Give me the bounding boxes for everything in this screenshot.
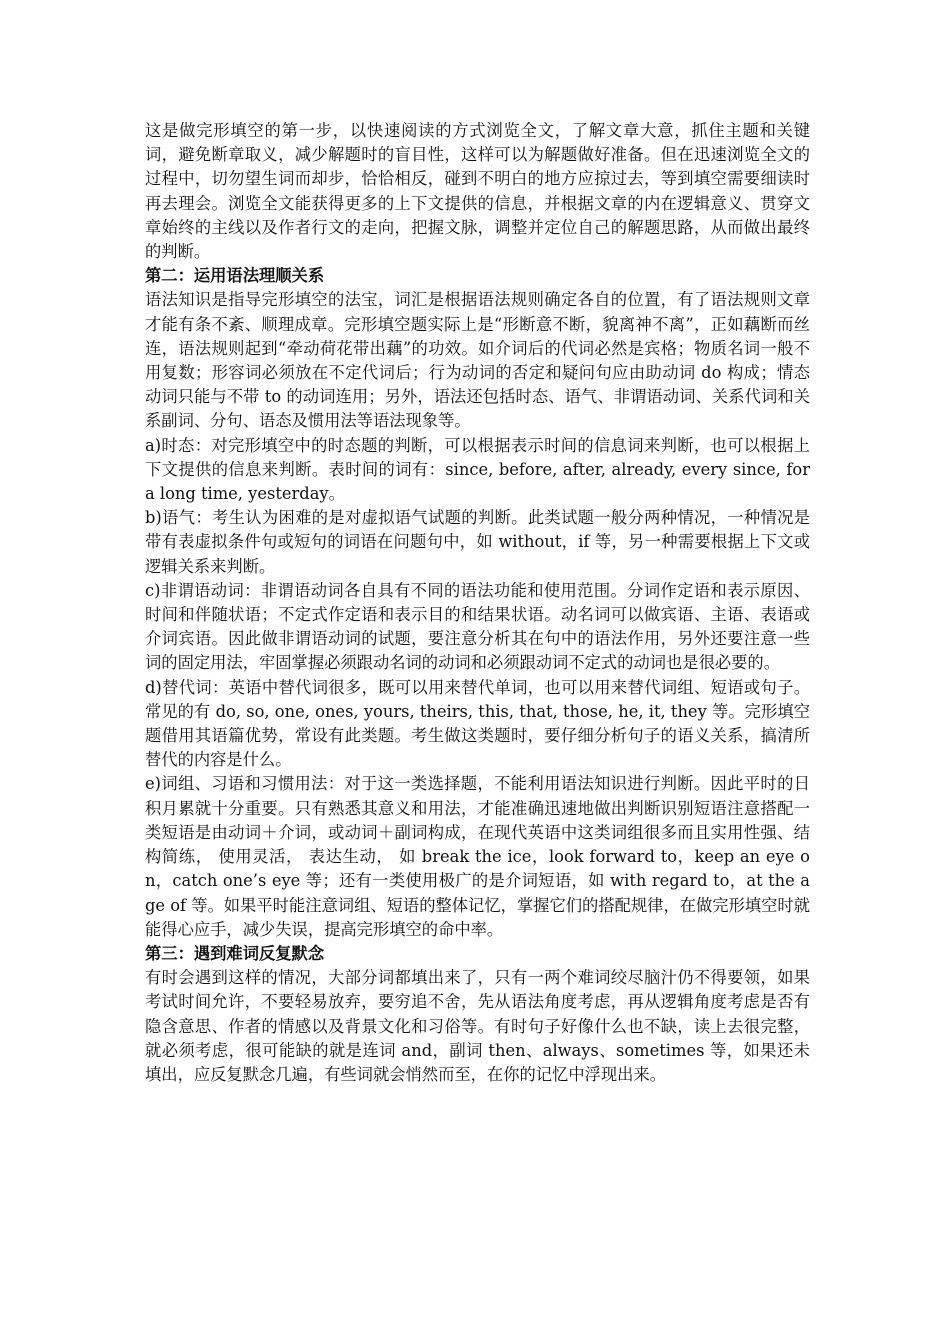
document-body [145, 119, 810, 1087]
list-item-tense: a)时态：对完形填空中的时态题的判断，可以根据表示时间的信息词来判断，也可以根据上下文提供的信息来判断。表时间的词有：since, before, after, already, every since, for a long time, yesterday。 [145, 435, 810, 504]
list-item-substitutes: d)替代词：英语中替代词很多，既可以用来替代单词，也可以用来替代词组、短语或句子。常见的有 do, so, one, ones, yours, theirs, this, that, those, he, it, they 等。完形填空题借用其语篇优势，常设有此类题。考生做这类题时，要仔细分析句子的语义关系，搞清所替代的内容是什么。 [145, 677, 810, 770]
section-heading-difficult-words: 第三：遇到难词反复默念 [145, 943, 325, 963]
list-item-mood: b)语气：考生认为困难的是对虚拟语气试题的判断。此类试题一般分两种情况，一种情况是带有表虚拟条件句或短句的词语在问题句中，如 without，if 等，另一种需要根据上下文或逻辑关系来判断。 [145, 508, 810, 576]
grammar-paragraph: 语法知识是指导完形填空的法宝，词汇是根据语法规则确定各自的位置，有了语法规则文章才能有条不紊、顺理成章。完形填空题实际上是“形断意不断，貌离神不离”，正如藕断而丝连，语法规则起到“牵动荷花带出藕”的功效。如介词后的代词必然是宾格；物质名词一般不用复数；形容词必须放在不定代词后；行为动词的否定和疑问句应由助动词 do 构成；情态动词只能与不带 to 的动词连用；另外，语法还包括时态、语气、非谓语动词、关系代词和关系副词、分句、语态及惯用法等语法现象等。 [145, 290, 810, 431]
list-item-nonfinite-verbs: c)非谓语动词：非谓语动词各自具有不同的语法功能和使用范围。分词作定语和表示原因、时间和伴随状语；不定式作定语和表示目的和结果状语。动名词可以做宾语、主语、表语或介词宾语。因此做非谓语动词的试题，要注意分析其在句中的语法作用，另外还要注意一些词的固定用法，牢固掌握必须跟动名词的动词和必须跟动词不定式的动词也是很必要的。 [145, 580, 810, 673]
difficult-words-paragraph: 有时会遇到这样的情况，大部分词都填出来了，只有一两个难词绞尽脑汁仍不得要领，如果考试时间允许，不要轻易放弃，要穷追不舍，先从语法角度考虑，再从逻辑角度考虑是否有隐含意思、作者的情感以及背景文化和习俗等。有时句子好像什么也不缺，读上去很完整，就必须考虑，很可能缺的就是连词 and，副词 then、always、sometimes 等，如果还未填出，应反复默念几遍，有些词就会悄然而至，在你的记忆中浮现出来。 [145, 968, 810, 1084]
section-heading-grammar: 第二：运用语法理顺关系 [145, 266, 325, 286]
intro-paragraph: 这是做完形填空的第一步，以快速阅读的方式浏览全文，了解文章大意，抓住主题和关键词，避免断章取义，减少解题时的盲目性，这样可以为解题做好准备。但在迅速浏览全文的过程中，切勿望生词而却步，恰恰相反，碰到不明白的地方应掠过去，等到填空需要细读时再去理会。浏览全文能获得更多的上下文提供的信息，并根据文章的内在逻辑意义、贯穿文章始终的主线以及作者行文的走向，把握文脉，调整并定位自己的解题思路，从而做出最终的判断。 [145, 121, 810, 262]
list-item-phrases-idioms: e)词组、习语和习惯用法：对于这一类选择题，不能利用语法知识进行判断。因此平时的日积月累就十分重要。只有熟悉其意义和用法，才能准确迅速地做出判断识别短语注意搭配一类短语是由动词＋介词，或动词＋副词构成，在现代英语中这类词组很多而且实用性强、结构简练， 使用灵活， 表达生动， 如 break the ice，look forward to，keep an eye on，catch one’s eye 等；还有一类使用极广的是介词短语，如 with regard to，at the age of 等。如果平时能注意词组、短语的整体记忆，掌握它们的搭配规律，在做完形填空时就能得心应手，减少失误，提高完形填空的命中率。 [145, 774, 810, 939]
